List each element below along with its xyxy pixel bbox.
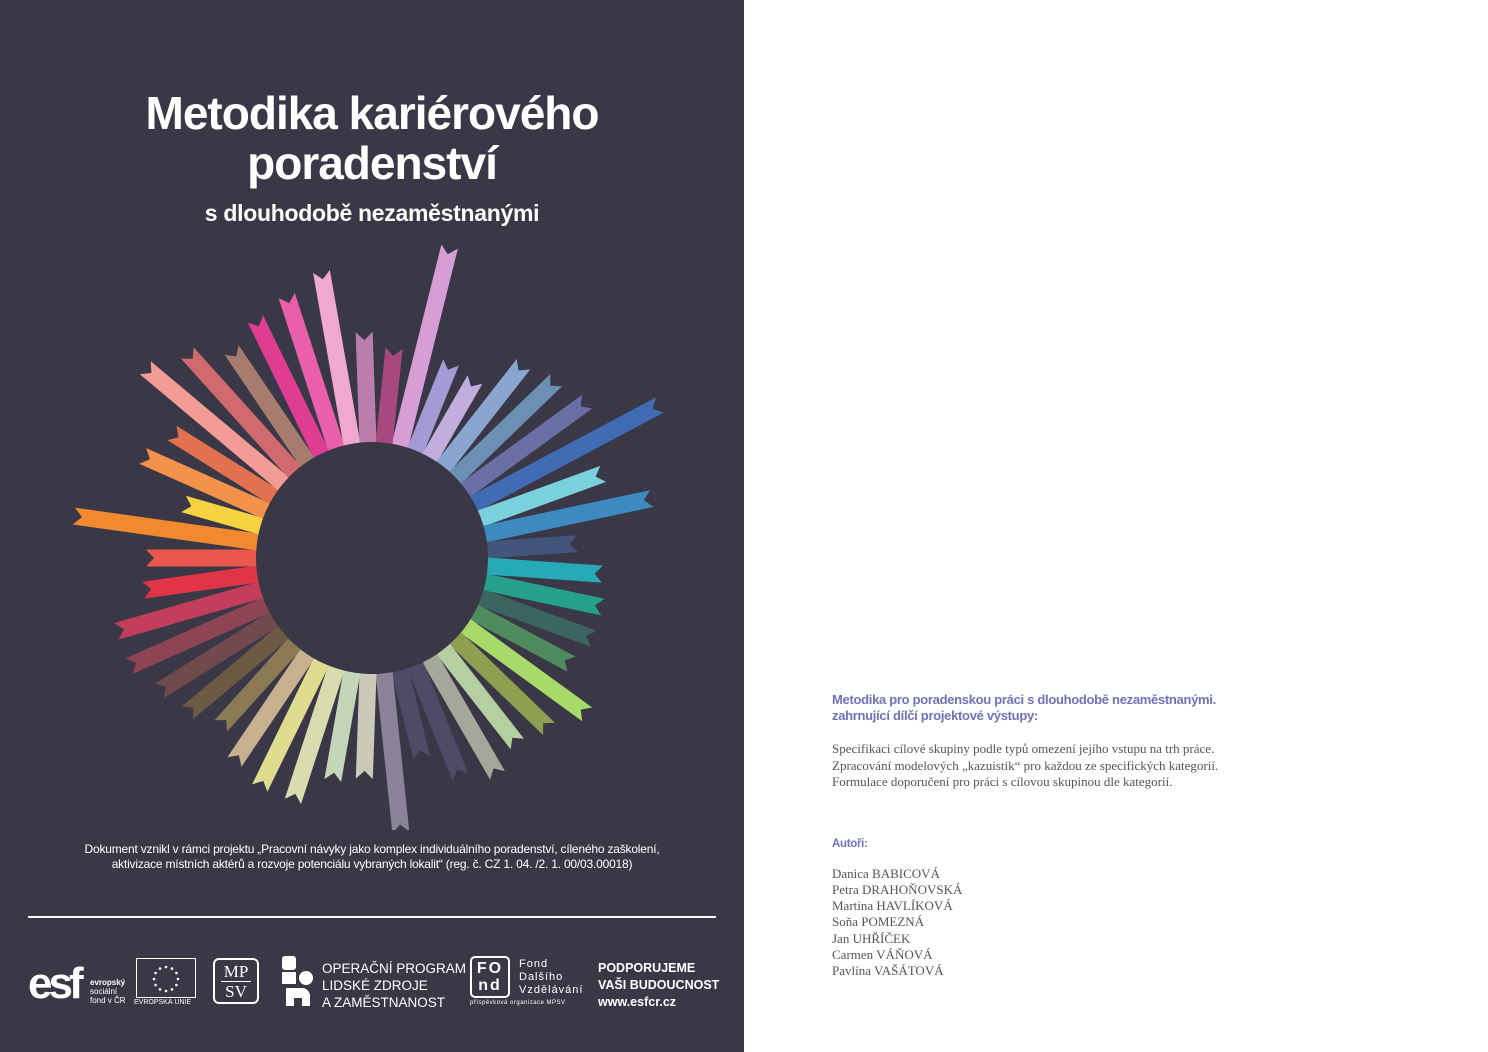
author-name: Danica BABICOVÁ (832, 865, 940, 881)
fdv-text-line: Vzdělávání (519, 984, 584, 996)
esf-logo-text (90, 978, 126, 1005)
cover-title-line1: Metodika kariérového (145, 87, 599, 139)
eu-flag-icon (136, 958, 196, 998)
eu-label: EVROPSKÁ UNIE (134, 999, 192, 1006)
support-link[interactable]: www.esfcr.cz (598, 995, 677, 1009)
esf-text-line: sociální (90, 987, 118, 996)
op-lzz-icon (282, 956, 314, 1006)
project-note (40, 842, 704, 872)
divider-line (28, 916, 716, 918)
imprint-body-line: Zpracování modelových „kazuistik“ pro každou ze specifických kategorií. (832, 757, 1219, 773)
op-lzz-text (322, 960, 466, 1011)
support-line: PODPORUJEME (598, 961, 696, 975)
author-name: Pavlína VAŠÁTOVÁ (832, 963, 944, 979)
imprint-heading-line: Metodika pro poradenskou práci s dlouhodobě nezaměstnanými. (832, 692, 1216, 707)
author-name: Jan UHŘÍČEK (832, 930, 911, 946)
fdv-text-line: Fond (519, 958, 549, 970)
mpsv-logo (213, 958, 259, 1004)
author-name: Petra DRAHOŇOVSKÁ (832, 881, 963, 897)
imprint-heading (832, 692, 1392, 724)
fdv-mark-top: FO (476, 960, 504, 977)
esf-text-line: fond v ČR (90, 996, 126, 1005)
esf-logo: esf (28, 959, 80, 1008)
ribbon (356, 332, 377, 447)
ribbon-sunburst-graphic (0, 240, 744, 830)
imprint-heading-line: zahrnující dílčí projektové výstupy: (832, 708, 1038, 723)
support-line: VAŠI BUDOUCNOST (598, 978, 720, 992)
mpsv-logo-bottom: SV (221, 981, 251, 1001)
fdv-text-line: Dalšího (519, 971, 564, 983)
logo-bar (0, 950, 744, 1020)
ribbon (356, 670, 377, 780)
author-name: Carmen VÁŇOVÁ (832, 946, 933, 962)
esf-text-line: evropský (90, 978, 126, 987)
cover-title (0, 88, 744, 188)
op-text-line: OPERAČNÍ PROGRAM (322, 961, 467, 976)
fdv-subtext: příspěvková organizace MPSV (470, 1000, 566, 1006)
authors-label: Autoři: (832, 837, 868, 850)
cover-title-line2: poradenství (247, 137, 497, 189)
imprint-body-line: Specifikaci cílové skupiny podle typů omezení jejího vstupu na trh práce. (832, 741, 1215, 756)
op-text-line: LIDSKÉ ZDROJE (322, 978, 428, 993)
fdv-mark-bottom: nd (478, 977, 502, 994)
support-slogan (598, 960, 719, 1011)
imprint-body (832, 741, 1392, 791)
cover-subtitle: s dlouhodobě nezaměstnanými (204, 200, 540, 226)
project-note-line1: Dokument vznikl v rámci projektu „Pracovní návyky jako komplex individuálního poradenství, cíleného zaškolení, (84, 842, 660, 856)
op-text-line: A ZAMĚSTNANOST (322, 995, 446, 1010)
center-circle (256, 442, 488, 674)
author-name: Soňa POMEZNÁ (832, 914, 925, 930)
fdv-logo-text (519, 958, 583, 997)
project-note-line2: aktivizace místních aktérů a rozvoje potenciálu vybraných lokalit“ (reg. č. CZ 1. 04. /2. 1. 00/03.00018) (111, 857, 633, 871)
ribbon (146, 550, 260, 567)
authors-list (832, 866, 1392, 980)
imprint-page (832, 692, 1392, 980)
imprint-body-line: Formulace doporučení pro práci s cílovou skupinou dle kategorií. (832, 774, 1173, 789)
author-name: Martina HAVLÍKOVÁ (832, 898, 953, 914)
mpsv-logo-top: MP (223, 962, 249, 981)
fdv-logo (470, 956, 510, 998)
